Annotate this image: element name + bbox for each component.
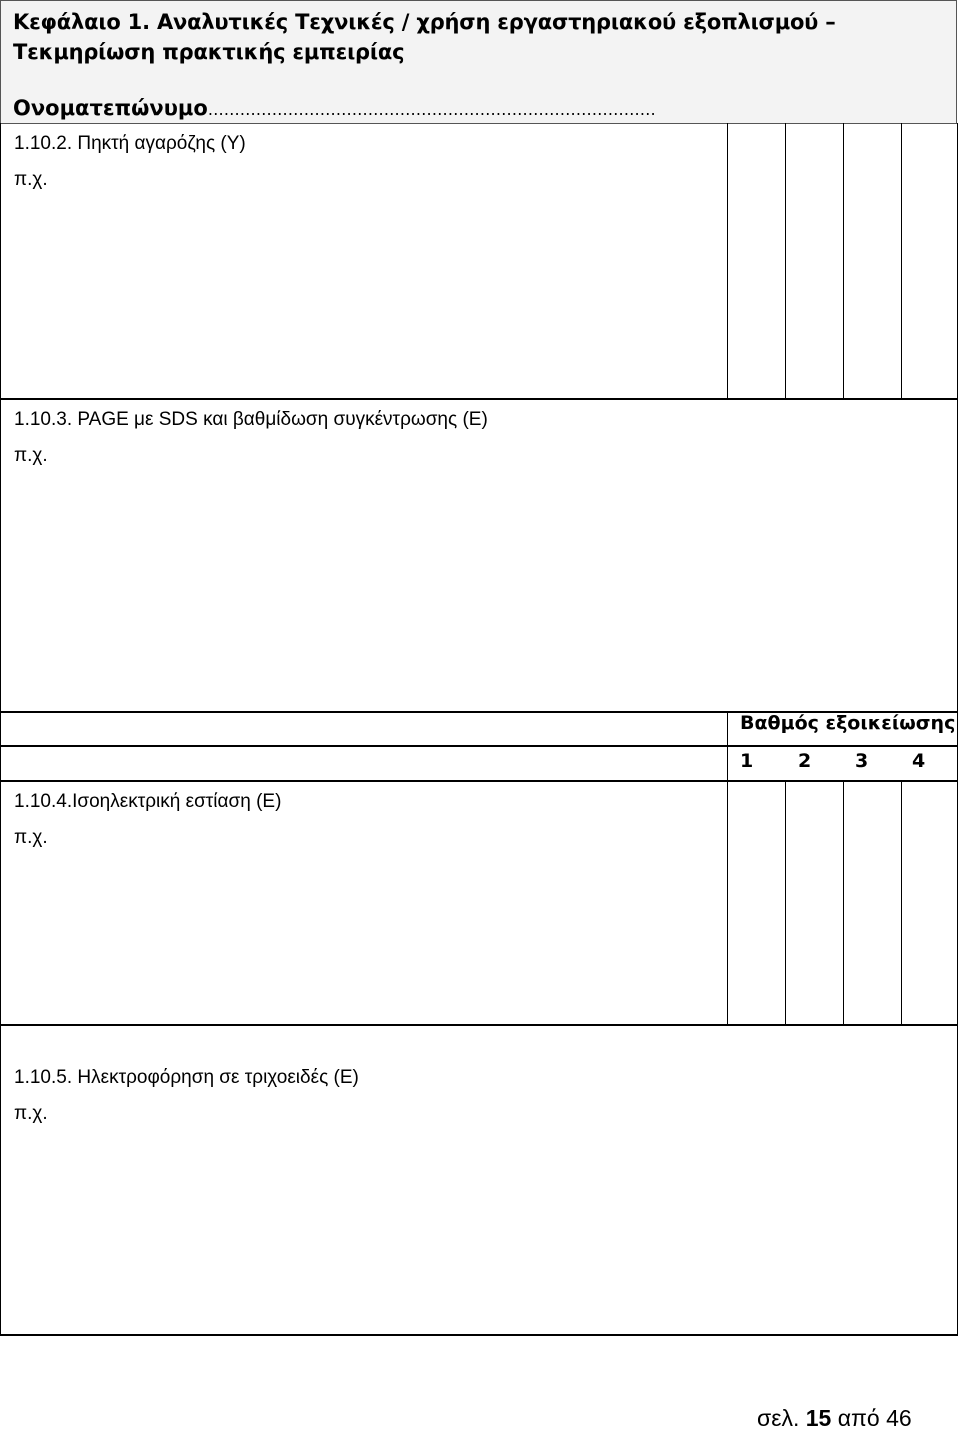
grade-col-2-top: [785, 123, 786, 398]
page-number: [757, 1405, 912, 1432]
grade-col-3-top: [843, 123, 844, 398]
table-left-border: [0, 123, 1, 1336]
grade-col-2-mid: [785, 780, 786, 1024]
chapter-title-line: Κεφάλαιο 1. Αναλυτικές Τεχνικές / χρήση εργαστηριακού εξοπλισμού –: [13, 10, 836, 34]
section-title: 1.10.3. PAGE με SDS και βαθμίδωση συγκέντρωσης (Ε): [14, 409, 488, 430]
section-example: π.χ.: [14, 1103, 48, 1124]
name-field: [13, 94, 656, 124]
divider-section-2-3: [0, 398, 958, 400]
section-example: π.χ.: [14, 169, 48, 190]
divider-section-3-4: [0, 780, 958, 782]
grade-level-3: 3: [855, 750, 869, 772]
grade-col-4-top: [901, 123, 902, 398]
section-example: π.χ.: [14, 445, 48, 466]
section-title: 1.10.5. Ηλεκτροφόρηση σε τριχοειδές (Ε): [14, 1067, 359, 1088]
grade-col-3-mid: [843, 780, 844, 1024]
grading-title: Βαθμός εξοικείωσης: [740, 712, 956, 734]
grade-level-1: 1: [740, 750, 754, 772]
page-prefix: σελ.: [757, 1405, 800, 1431]
grade-col-4-mid: [901, 780, 902, 1024]
table-bottom-border: [0, 1334, 958, 1336]
current-page: 15: [805, 1405, 832, 1431]
page-header: [0, 0, 957, 124]
grade-level-2: 2: [798, 750, 812, 772]
section-title: 1.10.2. Πηκτή αγαρόζης (Υ): [14, 133, 246, 154]
section-example: π.χ.: [14, 827, 48, 848]
name-label: Ονοματεπώνυμο: [13, 96, 208, 120]
total-pages: 46: [886, 1405, 912, 1431]
name-dots: …………………………………………………………………………: [207, 100, 656, 119]
chapter-title: [13, 7, 836, 67]
divider-section-4-5: [0, 1024, 958, 1026]
grade-header-col: [727, 711, 728, 780]
table-right-border: [957, 123, 958, 1336]
chapter-subtitle-line: Τεκμηρίωση πρακτικής εμπειρίας: [13, 40, 405, 64]
grade-col-1-top: [727, 123, 728, 398]
page-of: από: [837, 1405, 880, 1431]
grade-level-4: 4: [912, 750, 926, 772]
divider-grade-row: [0, 745, 958, 747]
section-title: 1.10.4.Ισοηλεκτρική εστίαση (Ε): [14, 791, 282, 812]
grade-col-1-mid: [727, 780, 728, 1024]
